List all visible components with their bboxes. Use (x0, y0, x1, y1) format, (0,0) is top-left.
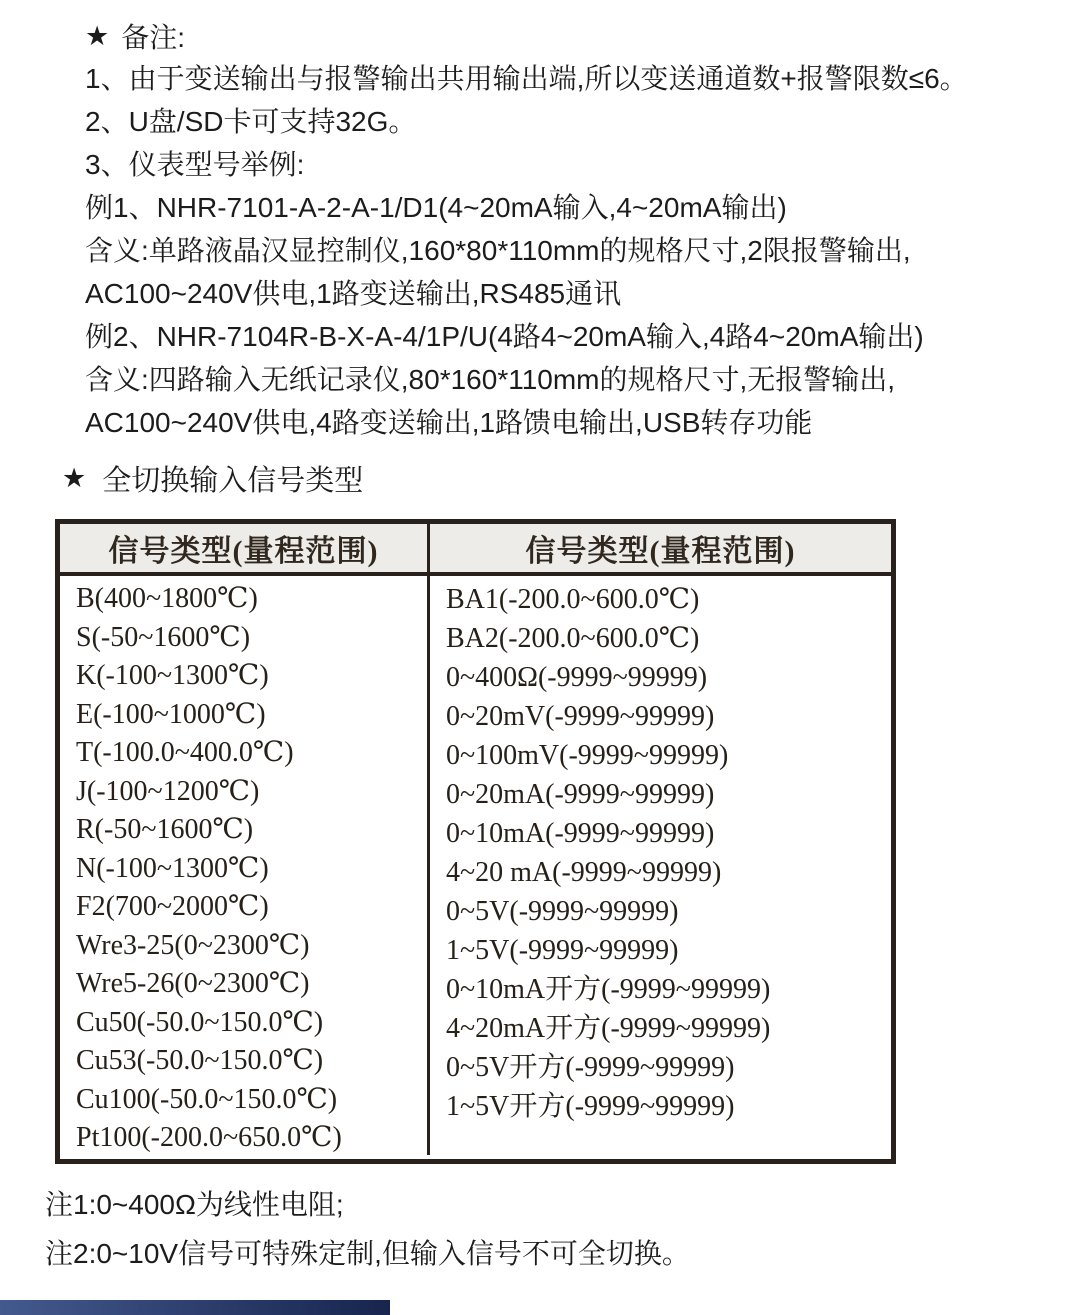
signal-row: E(-100~1000℃) (76, 698, 266, 730)
note-line: 例2、NHR-7104R-B-X-A-4/1P/U(4路4~20mA输入,4路4~20mA输出) (85, 321, 924, 352)
signal-row: BA2(-200.0~600.0℃) (446, 623, 700, 654)
signal-row: Cu50(-50.0~150.0℃) (76, 1006, 324, 1038)
signal-row: Pt100(-200.0~650.0℃) (76, 1122, 342, 1153)
star-icon: ★ (85, 20, 110, 51)
signal-row: 1~5V开方(-9999~99999) (446, 1091, 735, 1122)
signal-row: 4~20 mA(-9999~99999) (446, 857, 722, 888)
signal-section-title: 全切换输入信号类型 (102, 465, 364, 497)
signal-row: 0~5V开方(-9999~99999) (446, 1052, 735, 1083)
signal-row: K(-100~1300℃) (76, 660, 269, 691)
note-line: 例1、NHR-7101-A-2-A-1/D1(4~20mA输入,4~20mA输出) (85, 192, 787, 223)
note-line: 含义:四路输入无纸记录仪,80*160*110mm的规格尺寸,无报警输出, (85, 364, 896, 395)
signal-row: 1~5V(-9999~99999) (446, 935, 679, 966)
note-line: AC100~240V供电,1路变送输出,RS485通讯 (85, 278, 622, 309)
notes-title-label: 备注: (121, 22, 185, 53)
signal-row: BA1(-200.0~600.0℃) (446, 584, 700, 615)
signal-list-left (60, 576, 427, 1155)
table-footnotes (45, 1180, 690, 1278)
signal-row: T(-100.0~400.0℃) (76, 737, 294, 768)
note-line: 2、U盘/SD卡可支持32G。 (85, 106, 417, 137)
signal-row: Cu53(-50.0~150.0℃) (76, 1045, 324, 1076)
signal-row: 0~400Ω(-9999~99999) (446, 662, 708, 693)
signal-row: 0~100mV(-9999~99999) (446, 740, 729, 771)
signal-row: 0~10mA(-9999~99999) (446, 818, 715, 849)
notes-title (85, 16, 185, 56)
signal-row: R(-50~1600℃) (76, 814, 254, 845)
table-body (60, 576, 891, 1155)
star-icon: ★ (62, 463, 87, 493)
signal-type-table (55, 519, 896, 1164)
table-header-right: 信号类型(量程范围) (427, 524, 891, 572)
signal-row: F2(700~2000℃) (76, 891, 269, 922)
table-header-left: 信号类型(量程范围) (108, 535, 379, 568)
signal-list-right (427, 576, 891, 1155)
note-line: 含义:单路液晶汉显控制仪,160*80*110mm的规格尺寸,2限报警输出, (85, 235, 911, 266)
notes-list (85, 57, 968, 444)
footnote-line: 注1:0~400Ω为线性电阻; (45, 1189, 344, 1220)
signal-row: N(-100~1300℃) (76, 852, 269, 884)
signal-section-heading (62, 458, 363, 499)
signal-row: Wre5-26(0~2300℃) (76, 968, 310, 999)
note-line: 1、由于变送输出与报警输出共用输出端,所以变送通道数+报警限数≤6。 (85, 63, 968, 94)
signal-row: 0~10mA开方(-9999~99999) (446, 974, 771, 1005)
note-line: AC100~240V供电,4路变送输出,1路馈电输出,USB转存功能 (85, 407, 813, 438)
signal-row: 0~20mV(-9999~99999) (446, 701, 715, 732)
signal-row: S(-50~1600℃) (76, 621, 251, 653)
signal-row: 0~20mA(-9999~99999) (446, 779, 715, 810)
signal-row: Cu100(-50.0~150.0℃) (76, 1083, 338, 1115)
signal-row: J(-100~1200℃) (76, 775, 260, 807)
note-line: 3、仪表型号举例: (85, 149, 305, 180)
signal-row: Wre3-25(0~2300℃) (76, 929, 310, 961)
signal-row: 0~5V(-9999~99999) (446, 896, 679, 927)
signal-row: 4~20mA开方(-9999~99999) (446, 1013, 771, 1044)
table-header-row (60, 524, 891, 576)
footnote-line: 注2:0~10V信号可特殊定制,但输入信号不可全切换。 (45, 1238, 690, 1269)
signal-row: B(400~1800℃) (76, 583, 258, 614)
page-footer-bar (0, 1300, 390, 1315)
